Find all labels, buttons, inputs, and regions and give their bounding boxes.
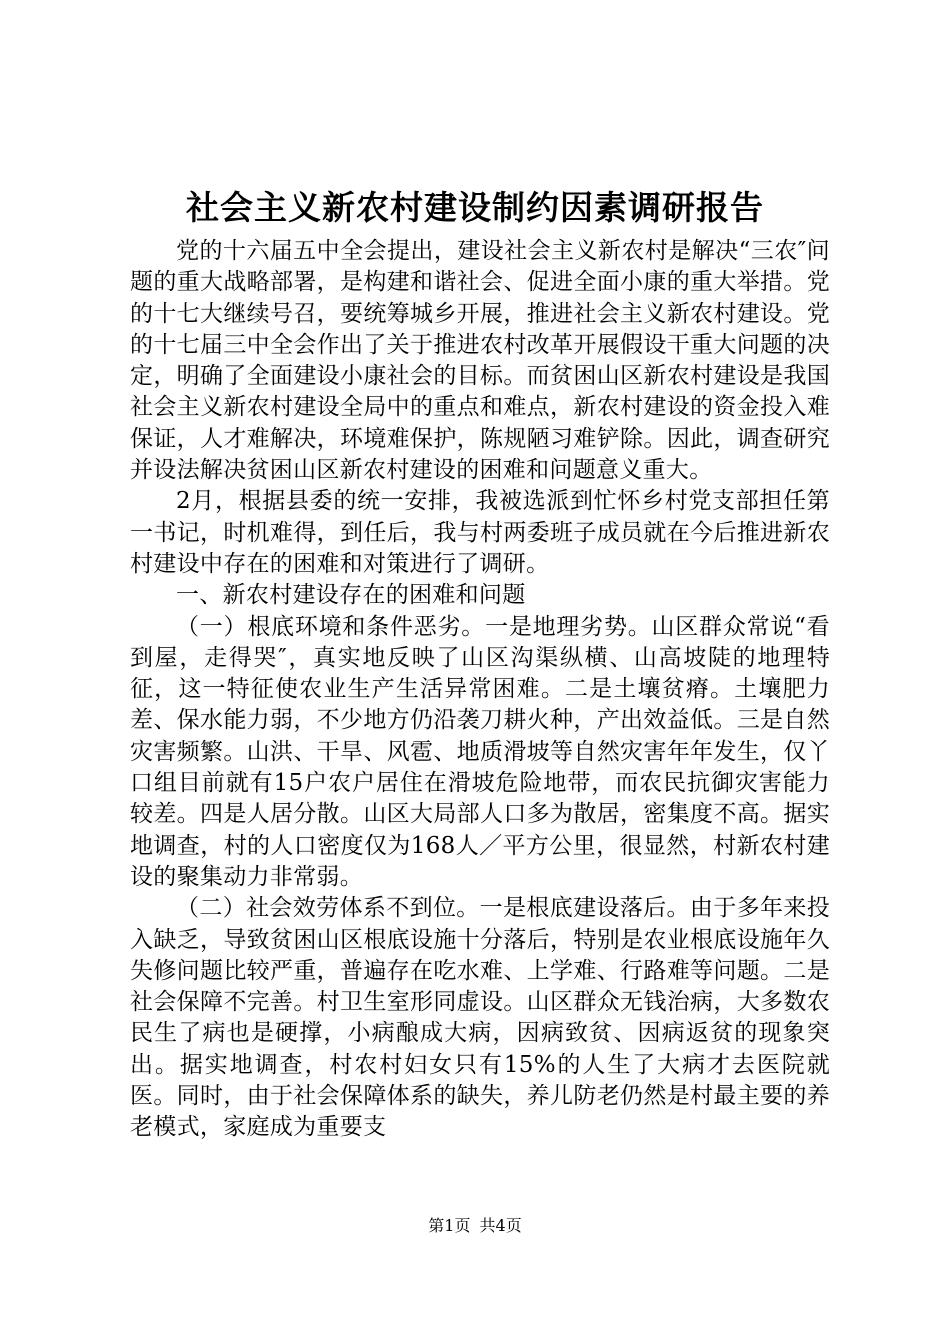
paragraph-social-services: （二）社会效劳体系不到位。一是根底建设落后。由于多年来投入缺乏，导致贫困山区根底设施十分落后，特别是农业根底设施年久失修问题比较严重，普遍存在吃水难、上学难、行路难等问题。二是社会保障不完善。村卫生室形同虚设。山区群众无钱治病，大多数农民生了病也是硬撑，小病酿成大病，因病致贫、因病返贫的现象突出。据实地调查，村农村妇女只有15%的人生了大病才去医院就医。同时，由于社会保障体系的缺失，养儿防老仍然是村最主要的养老模式，家庭成为重要支 (130, 895, 830, 1141)
paragraph-intro: 党的十六届五中全会提出，建设社会主义新农村是解决“三农″问题的重大战略部署，是构建和谐社会、促进全面小康的重大举措。党的十七大继续号召，要统筹城乡开展，推进社会主义新农村建设。党的十七届三中全会作出了关于推进农村改革开展假设干重大问题的决定，明确了全面建设小康社会的目标。而贫困山区新农村建设是我国社会主义新农村建设全局中的重点和难点，新农村建设的资金投入难保证，人才难解决，环境难保护，陈规陋习难铲除。因此，调查研究并设法解决贫困山区新农村建设的困难和问题意义重大。 (130, 238, 830, 484)
paragraph-environment: （一）根底环境和条件恶劣。一是地理劣势。山区群众常说“看到屋，走得哭″，真实地反映了山区沟渠纵横、山高坡陡的地理特征，这一特征使农业生产生活异常困难。二是土壤贫瘠。土壤肥力差、保水能力弱，不少地方仍沿袭刀耕火种，产出效益低。三是自然灾害频繁。山洪、干旱、风雹、地质滑坡等自然灾害年年发生，仅丫口组目前就有15户农户居住在滑坡危险地带，而农民抗御灾害能力较差。四是人居分散。山区大局部人口多为散居，密集度不高。据实地调查，村的人口密度仅为168人／平方公里，很显然，村新农村建设的聚集动力非常弱。 (130, 613, 830, 890)
paragraph-assignment: 2月，根据县委的统一安排，我被选派到忙怀乡村党支部担任第一书记，时机难得，到任后，我与村两委班子成员就在今后推进新农村建设中存在的困难和对策进行了调研。 (130, 488, 830, 577)
page-footer: 第1页 共4页 (428, 1216, 522, 1235)
document-body (130, 236, 830, 1144)
page-title: 社会主义新农村建设制约因素调研报告 (186, 188, 764, 227)
section-heading: 一、新农村建设存在的困难和问题 (176, 582, 526, 609)
